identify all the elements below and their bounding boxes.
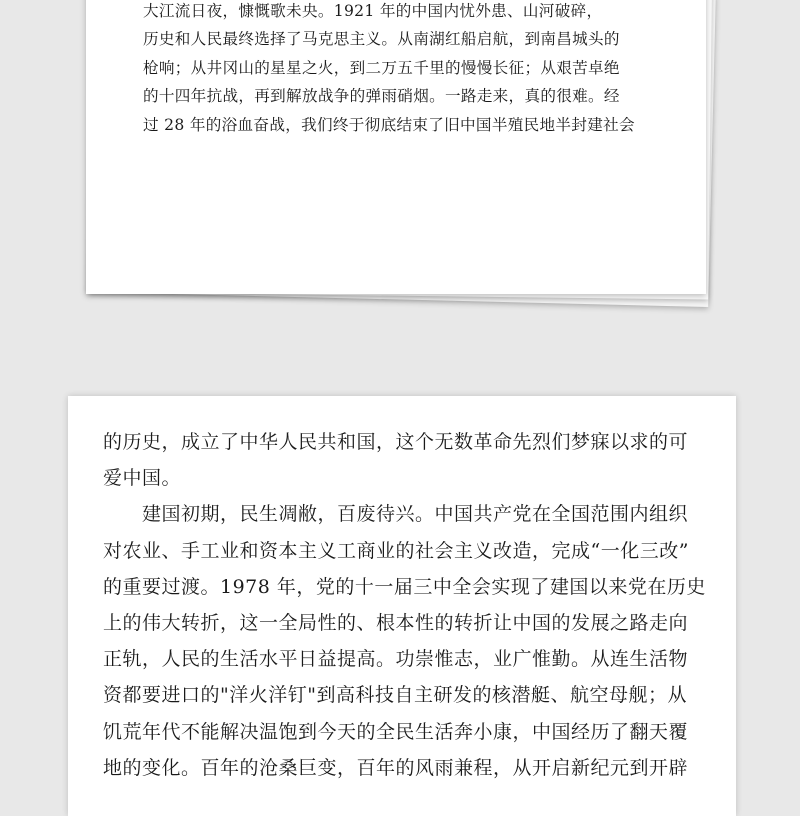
document-page-top	[86, 0, 706, 294]
text-line: 的历史，成立了中华人民共和国，这个无数革命先烈们梦寐以求的可	[103, 431, 689, 453]
text-line: 饥荒年代不能解决温饱到今天的全民生活奔小康，中国经历了翻天覆	[103, 720, 689, 743]
text-line: 资都要进口的"洋火洋钉"到高科技自主研发的核潜艇、航空母舰；从	[103, 684, 687, 707]
text-line: 的重要过渡。1978 年，党的十一届三中全会实现了建国以来党在历史	[103, 575, 706, 598]
text-line: 建国初期，民生凋敝，百废待兴。中国共产党在全国范围内组织	[103, 503, 689, 526]
text-line: 正轨，人民的生活水平日益提高。功崇惟志，业广惟勤。从连生活物	[103, 648, 689, 671]
text-line: 对农业、手工业和资本主义工商业的社会主义改造，完成“一化三改”	[103, 539, 689, 562]
text-line: 历史和人民最终选择了马克思主义。从南湖红船启航，到南昌城头的	[143, 30, 620, 49]
text-line: 爱中国。	[103, 467, 182, 490]
text-line: 上的伟大转折，这一全局性的、根本性的转折让中国的发展之路走向	[103, 612, 689, 635]
text-line: 大江流日夜，慷慨歌未央。1921 年的中国内忧外患、山河破碎，	[143, 2, 603, 20]
text-line: 地的变化。百年的沧桑巨变，百年的风雨兼程，从开启新纪元到开辟	[103, 756, 689, 779]
page-bottom-text	[103, 424, 706, 786]
text-line: 的十四年抗战，再到解放战争的弹雨硝烟。一路走来，真的很难。经	[143, 87, 620, 106]
text-line: 过 28 年的浴血奋战，我们终于彻底结束了旧中国半殖民地半封建社会	[143, 115, 635, 134]
text-line: 枪响；从井冈山的星星之火，到二万五千里的慢慢长征；从艰苦卓绝	[143, 58, 620, 77]
document-page-bottom	[68, 396, 736, 816]
page-top-text	[143, 0, 663, 139]
